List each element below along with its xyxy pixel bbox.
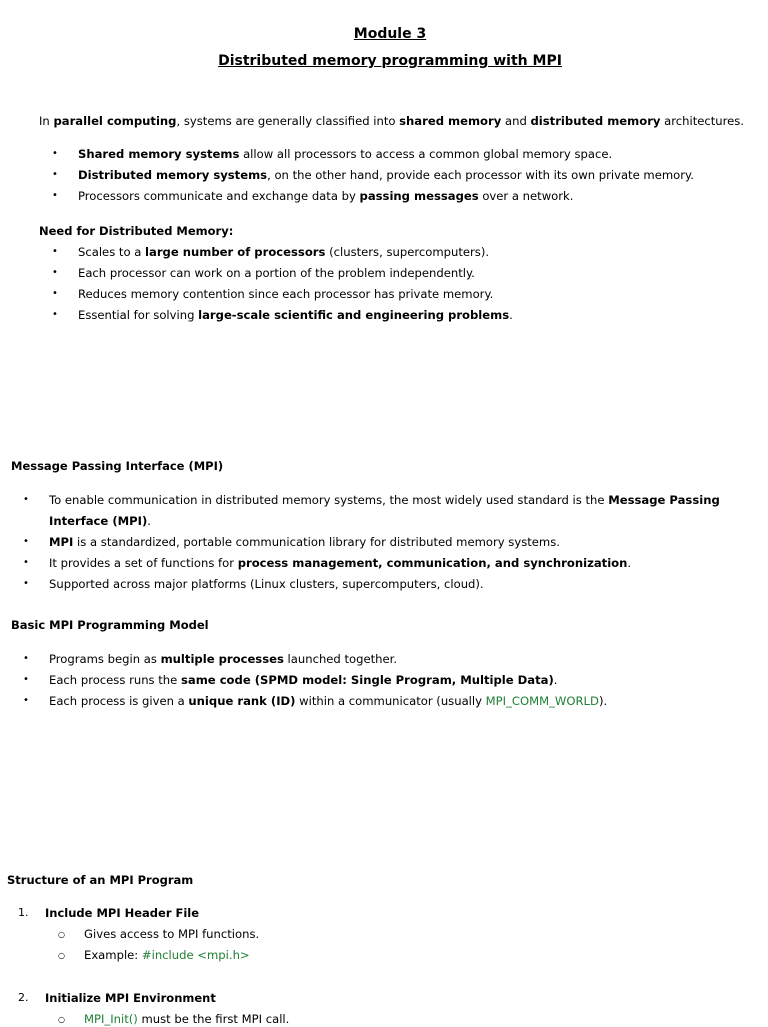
list-item-text: It provides a set of functions for	[49, 556, 238, 570]
list-item-text: Each process is given a	[49, 694, 189, 708]
list-item-bold: Message Passing	[608, 493, 720, 507]
list-item	[49, 555, 631, 571]
bullet-icon: •	[23, 494, 29, 505]
list-item	[78, 188, 573, 204]
list-item-continuation	[49, 513, 151, 529]
intro-text: In	[39, 114, 54, 128]
module-title: Module 3	[353, 26, 427, 42]
step-title: Initialize MPI Environment	[45, 991, 216, 1005]
list-item-bold: multiple processes	[160, 652, 284, 666]
list-item-text: Scales to a	[78, 245, 146, 259]
bullet-icon: •	[52, 169, 58, 180]
list-item	[78, 146, 612, 162]
list-item	[78, 244, 489, 260]
bullet-icon: •	[52, 246, 58, 257]
list-item: Each processor can work on a portion of the problem independently.	[78, 266, 475, 280]
bullet-icon: •	[23, 674, 29, 685]
sub-list-item	[84, 947, 250, 963]
step-title: Include MPI Header File	[45, 906, 200, 920]
intro-bold-term: distributed memory	[530, 114, 661, 128]
list-item-text: within a communicator (usually	[295, 694, 486, 708]
code-snippet: MPI_Init()	[84, 1012, 138, 1026]
list-item	[78, 307, 513, 323]
list-item-text: , on the other hand, provide each processor with its own private memory.	[267, 168, 694, 182]
bullet-icon: •	[23, 695, 29, 706]
list-item-bold: Shared memory systems	[78, 147, 240, 161]
circle-bullet-icon: ○	[58, 1015, 65, 1024]
intro-bold-term: shared memory	[399, 114, 502, 128]
list-item-text: ).	[598, 694, 608, 708]
list-item-text: allow all processors to access a common global memory space.	[239, 147, 613, 161]
bullet-icon: •	[23, 578, 29, 589]
list-item-text: .	[147, 514, 151, 528]
circle-bullet-icon: ○	[58, 951, 65, 960]
list-item-text: Processors communicate and exchange data by	[78, 189, 360, 203]
list-number: 2.	[18, 991, 29, 1004]
bullet-icon: •	[52, 190, 58, 201]
sub-list-item	[84, 1011, 289, 1027]
list-item-bold: process management, communication, and synchronization	[237, 556, 628, 570]
bullet-icon: •	[23, 653, 29, 664]
code-snippet: MPI_COMM_WORLD	[485, 694, 599, 708]
list-item-text: Essential for solving	[78, 308, 199, 322]
list-item-bold: large-scale scientific and engineering problems	[198, 308, 510, 322]
section-heading-need: Need for Distributed Memory:	[39, 224, 234, 238]
list-item	[49, 693, 607, 709]
list-item-bold: Interface (MPI)	[49, 514, 148, 528]
list-item	[49, 672, 557, 688]
list-item-bold: MPI	[49, 535, 74, 549]
sub-list-item: Gives access to MPI functions.	[84, 927, 260, 941]
section-heading-mpi: Message Passing Interface (MPI)	[11, 459, 224, 473]
list-item	[49, 651, 397, 667]
bullet-icon: •	[23, 536, 29, 547]
list-item: Supported across major platforms (Linux clusters, supercomputers, cloud).	[49, 577, 484, 591]
list-item-text: .	[627, 556, 632, 570]
list-item	[49, 490, 746, 511]
intro-paragraph	[39, 113, 744, 129]
list-item-text: Each process runs the	[49, 673, 181, 687]
intro-bold-term: parallel computing	[53, 114, 177, 128]
list-item-text: Programs begin as	[49, 652, 161, 666]
intro-text: , systems are generally classified into	[176, 114, 400, 128]
list-item-text: To enable communication in distributed memory systems, the most widely used standard is the	[49, 493, 609, 507]
list-item	[78, 167, 694, 183]
list-item-text: launched together.	[283, 652, 398, 666]
section-heading-structure: Structure of an MPI Program	[7, 873, 194, 887]
list-item	[49, 534, 560, 550]
list-item-bold: unique rank (ID)	[188, 694, 296, 708]
list-item-text: (clusters, supercomputers).	[325, 245, 490, 259]
code-snippet: #include <mpi.h>	[141, 948, 250, 962]
list-item-bold: same code	[180, 673, 251, 687]
bullet-icon: •	[52, 148, 58, 159]
list-item-bold: Distributed memory systems	[78, 168, 268, 182]
list-item-bold: (SPMD model: Single Program, Multiple Data)	[250, 673, 554, 687]
list-item-text: over a network.	[478, 189, 574, 203]
list-item-text: .	[553, 673, 558, 687]
bullet-icon: •	[52, 288, 58, 299]
intro-text: and	[501, 114, 531, 128]
list-item: Reduces memory contention since each processor has private memory.	[78, 287, 494, 301]
list-item-bold: passing messages	[359, 189, 479, 203]
list-item-text: Example:	[84, 948, 142, 962]
list-item-bold: large number of processors	[145, 245, 326, 259]
bullet-icon: •	[52, 309, 58, 320]
list-item-text: must be the first MPI call.	[137, 1012, 290, 1026]
bullet-icon: •	[52, 267, 58, 278]
page-subtitle: Distributed memory programming with MPI	[218, 53, 562, 69]
list-item-text: is a standardized, portable communication library for distributed memory systems.	[73, 535, 560, 549]
list-item-text: .	[509, 308, 513, 322]
circle-bullet-icon: ○	[58, 930, 65, 939]
list-number: 1.	[18, 906, 29, 919]
section-heading-model: Basic MPI Programming Model	[11, 618, 209, 632]
bullet-icon: •	[23, 557, 29, 568]
intro-text: architectures.	[660, 114, 745, 128]
